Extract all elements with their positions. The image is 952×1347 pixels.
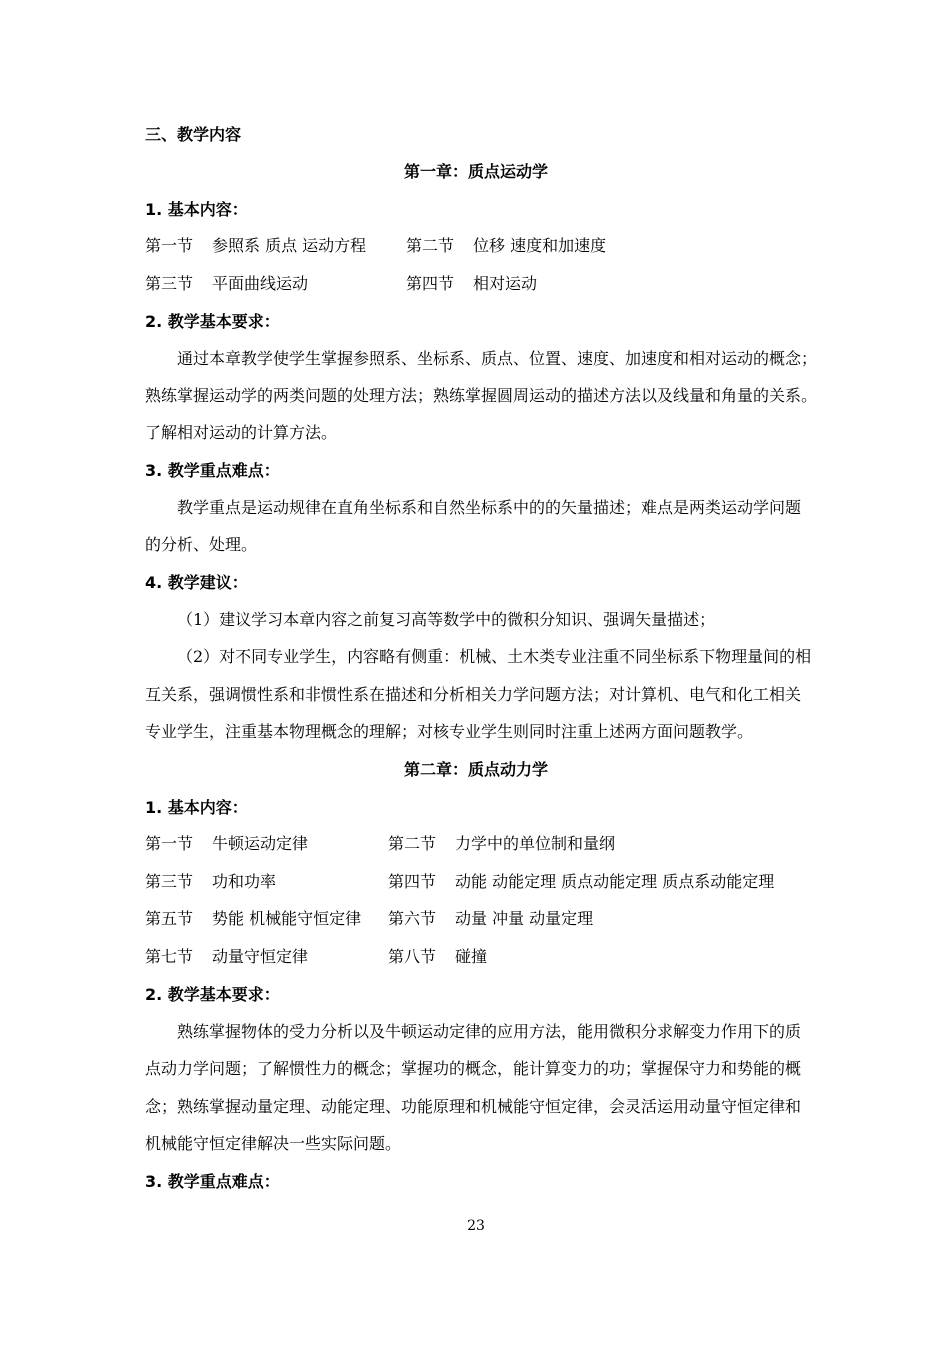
chapter1-section-title: 平面曲线运动 xyxy=(212,274,309,293)
chapter1-advice-line: （1）建议学习本章内容之前复习高等数学中的微积分知识、强调矢量描述； xyxy=(177,610,716,629)
chapter1-key-line: 的分析、处理。 xyxy=(145,535,258,554)
chapter1-key-line: 教学重点是运动规律在直角坐标系和自然坐标系中的的矢量描述；难点是两类运动学问题 xyxy=(177,498,802,517)
chapter2-section-label: 第六节 xyxy=(388,909,437,928)
chapter2-section-label: 第四节 xyxy=(388,872,437,891)
chapter2-section-label: 第八节 xyxy=(388,947,437,966)
chapter2-title: 第二章：质点动力学 xyxy=(403,760,548,779)
chapter2-req-heading: 2. 教学基本要求： xyxy=(145,985,280,1004)
chapter2-section-title: 功和功率 xyxy=(212,872,277,891)
chapter2-section-title: 动量守恒定律 xyxy=(212,947,309,966)
chapter1-key-heading: 3. 教学重点难点： xyxy=(145,461,280,480)
chapter1-advice-heading: 4. 教学建议： xyxy=(145,573,248,592)
chapter1-req-line: 通过本章教学使学生掌握参照系、坐标系、质点、位置、速度、加速度和相对运动的概念； xyxy=(177,349,818,368)
chapter2-key-heading: 3. 教学重点难点： xyxy=(145,1172,280,1191)
chapter2-section-label: 第七节 xyxy=(145,947,194,966)
chapter1-title: 第一章：质点运动学 xyxy=(403,162,548,181)
chapter1-req-line: 熟练掌握运动学的两类问题的处理方法；熟练掌握圆周运动的描述方法以及线量和角量的关系。 xyxy=(145,386,818,405)
chapter1-section-label: 第三节 xyxy=(145,274,194,293)
chapter2-section-title: 力学中的单位制和量纲 xyxy=(455,834,616,853)
chapter1-section-label: 第二节 xyxy=(406,236,455,255)
chapter2-section-title: 牛顿运动定律 xyxy=(212,834,309,853)
chapter1-section-label: 第一节 xyxy=(145,236,194,255)
chapter1-basic-heading: 1. 基本内容： xyxy=(145,200,248,219)
chapter2-section-title: 动能 动能定理 质点动能定理 质点系动能定理 xyxy=(455,872,775,891)
chapter2-req-line: 熟练掌握物体的受力分析以及牛顿运动定律的应用方法，能用微积分求解变力作用下的质 xyxy=(177,1022,802,1041)
chapter1-section-title: 参照系 质点 运动方程 xyxy=(212,236,367,255)
chapter2-section-label: 第一节 xyxy=(145,834,194,853)
chapter2-req-line: 点动力学问题；了解惯性力的概念；掌握功的概念，能计算变力的功；掌握保守力和势能的概 xyxy=(145,1059,802,1078)
chapter2-basic-heading: 1. 基本内容： xyxy=(145,798,248,817)
page-number: 23 xyxy=(467,1218,485,1234)
chapter2-section-label: 第五节 xyxy=(145,909,194,928)
chapter2-section-title: 动量 冲量 动量定理 xyxy=(455,909,594,928)
chapter2-section-label: 第三节 xyxy=(145,872,194,891)
chapter1-req-line: 了解相对运动的计算方法。 xyxy=(145,423,338,442)
chapter1-section-label: 第四节 xyxy=(406,274,455,293)
section-heading: 三、教学内容 xyxy=(145,125,242,144)
chapter2-section-title: 势能 机械能守恒定律 xyxy=(212,909,362,928)
chapter1-req-heading: 2. 教学基本要求： xyxy=(145,312,280,331)
chapter2-req-line: 机械能守恒定律解决一些实际问题。 xyxy=(145,1134,402,1153)
chapter1-section-title: 相对运动 xyxy=(473,274,538,293)
chapter1-advice-line: 互关系，强调惯性系和非惯性系在描述和分析相关力学问题方法；对计算机、电气和化工相关 xyxy=(145,685,802,704)
chapter1-section-title: 位移 速度和加速度 xyxy=(473,236,607,255)
chapter2-section-title: 碰撞 xyxy=(455,947,488,966)
chapter1-advice-line: 专业学生，注重基本物理概念的理解；对核专业学生则同时注重上述两方面问题教学。 xyxy=(145,722,754,741)
chapter2-req-line: 念；熟练掌握动量定理、动能定理、功能原理和机械能守恒定律，会灵活运用动量守恒定律和 xyxy=(145,1097,802,1116)
chapter2-section-label: 第二节 xyxy=(388,834,437,853)
chapter1-advice-line: （2）对不同专业学生，内容略有侧重：机械、土木类专业注重不同坐标系下物理量间的相 xyxy=(177,647,812,666)
